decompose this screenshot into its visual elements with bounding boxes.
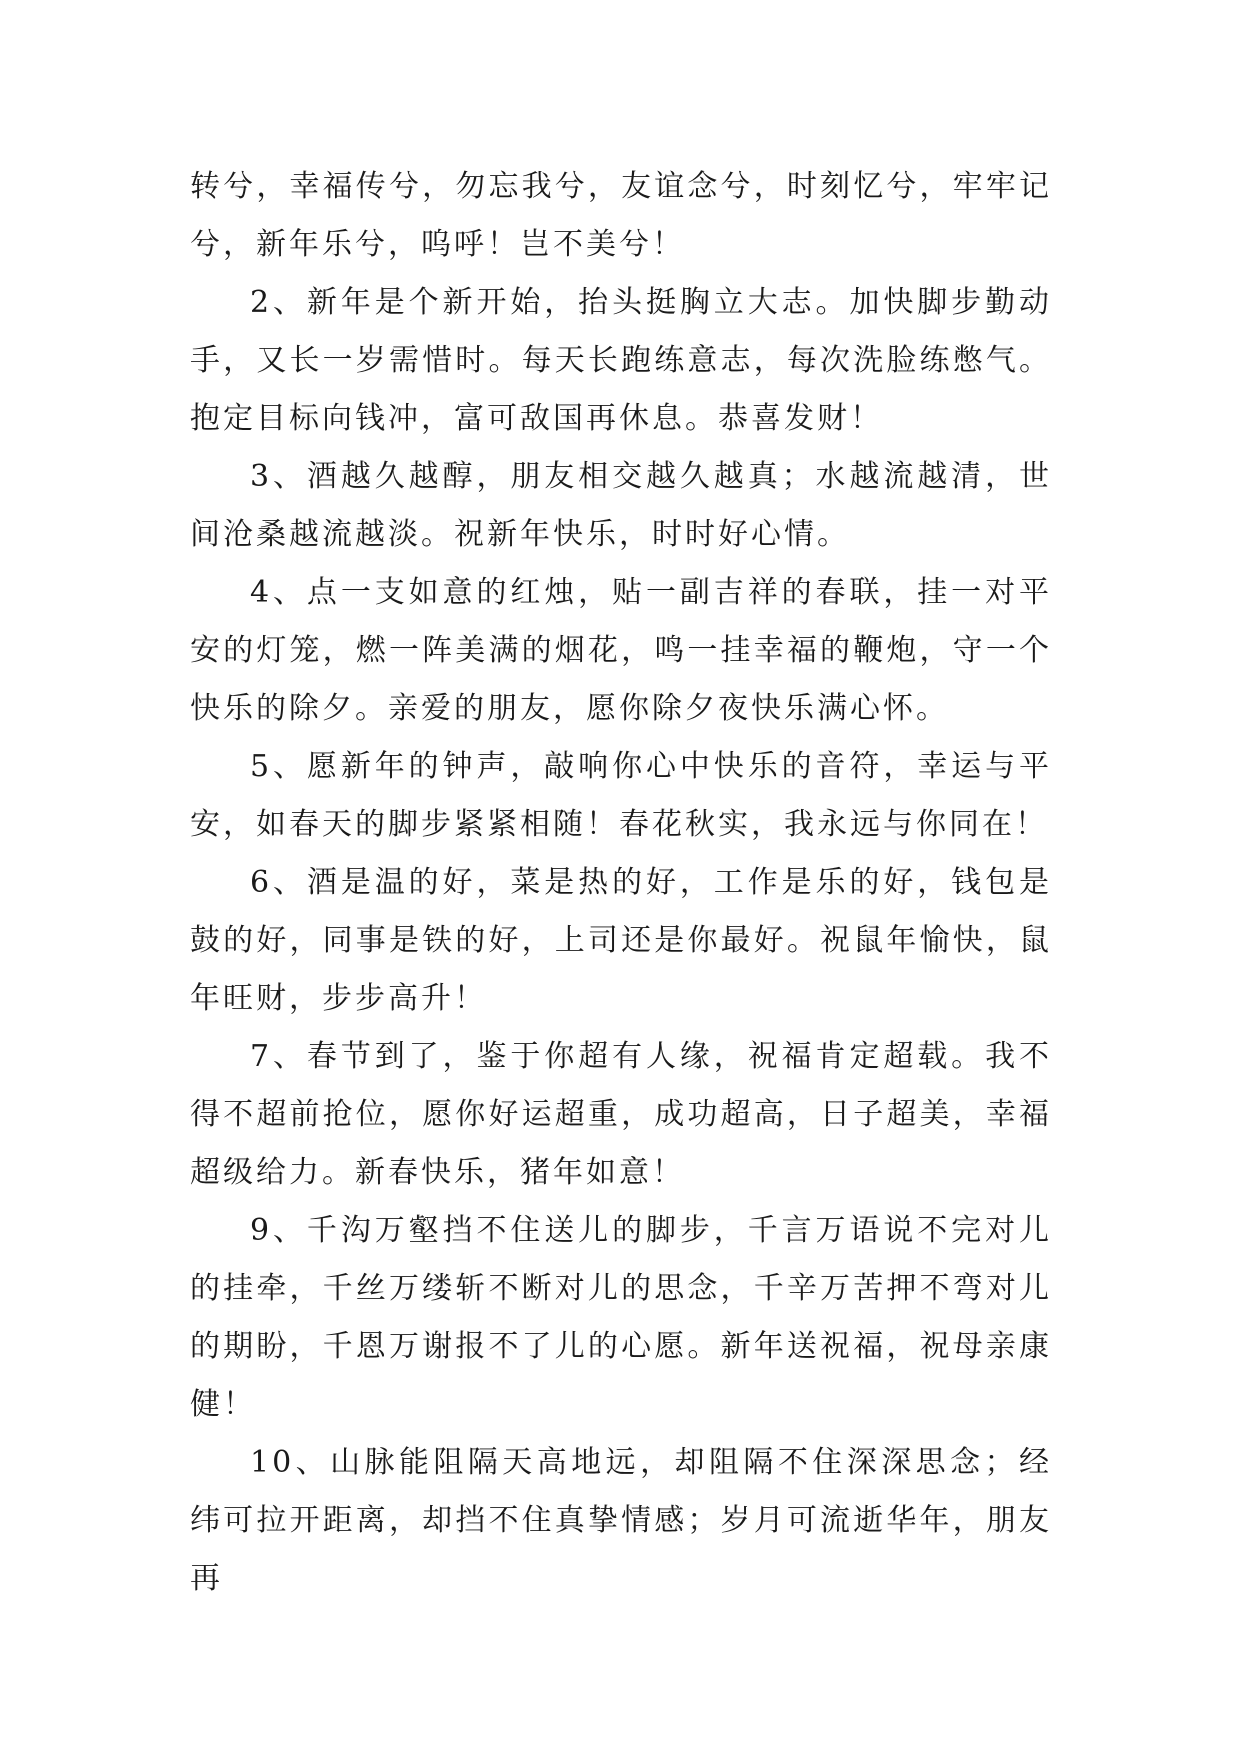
paragraph-2: 2、新年是个新开始，抬头挺胸立大志。加快脚步勤动手，又长一岁需惜时。每天长跑练意志，每次洗脸练憋气。抱定目标向钱冲，富可敌国再休息。恭喜发财！ <box>190 285 1052 436</box>
paragraph-9: 9、千沟万壑挡不住送儿的脚步，千言万语说不完对儿的挂牵，千丝万缕斩不断对儿的思念，千辛万苦押不弯对儿的期盼，千恩万谢报不了儿的心愿。新年送祝福，祝母亲康健！ <box>190 1213 1052 1422</box>
paragraph-10: 10、山脉能阻隔天高地远，却阻隔不住深深思念；经纬可拉开距离，却挡不住真挚情感；岁月可流逝华年，朋友再 <box>190 1445 1052 1596</box>
paragraph-7: 7、春节到了，鉴于你超有人缘，祝福肯定超载。我不得不超前抢位，愿你好运超重，成功超高，日子超美，幸福超级给力。新春快乐，猪年如意！ <box>190 1039 1052 1190</box>
paragraph-continuation: 转兮，幸福传兮，勿忘我兮，友谊念兮，时刻忆兮，牢牢记兮，新年乐兮，呜呼！岂不美兮！ <box>190 169 1052 262</box>
paragraph-6: 6、酒是温的好，菜是热的好，工作是乐的好，钱包是鼓的好，同事是铁的好，上司还是你最好。祝鼠年愉快，鼠年旺财，步步高升！ <box>190 865 1052 1016</box>
document-body <box>190 158 1052 1608</box>
paragraph-5: 5、愿新年的钟声，敲响你心中快乐的音符，幸运与平安，如春天的脚步紧紧相随！春花秋实，我永远与你同在！ <box>190 749 1052 842</box>
paragraph-4: 4、点一支如意的红烛，贴一副吉祥的春联，挂一对平安的灯笼，燃一阵美满的烟花，鸣一挂幸福的鞭炮，守一个快乐的除夕。亲爱的朋友，愿你除夕夜快乐满心怀。 <box>190 575 1052 726</box>
paragraph-3: 3、酒越久越醇，朋友相交越久越真；水越流越清，世间沧桑越流越淡。祝新年快乐，时时好心情。 <box>190 459 1052 552</box>
